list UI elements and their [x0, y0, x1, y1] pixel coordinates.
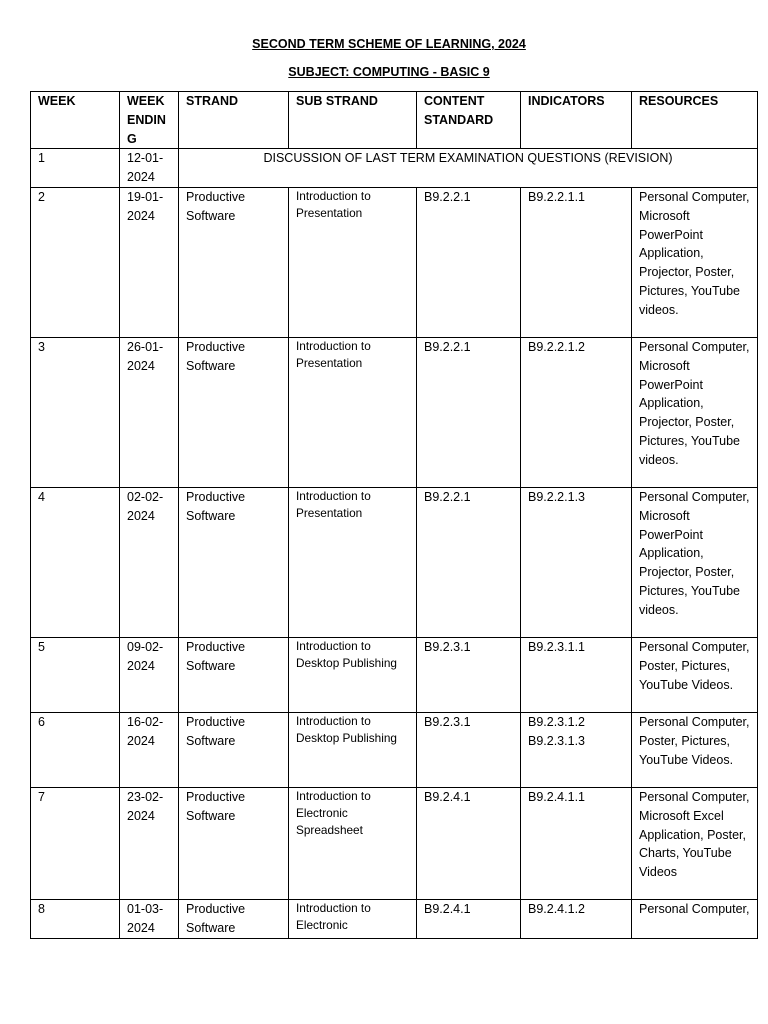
week-number: 5 [31, 637, 120, 712]
indicators-cell: B9.2.2.1.1 [521, 187, 632, 337]
week-ending-date: 23-02-2024 [120, 787, 179, 899]
resources-cell: Personal Computer, [632, 899, 758, 938]
indicators-cell: B9.2.3.1.1 [521, 637, 632, 712]
header-week-ending: WEEK ENDIN G [120, 92, 179, 149]
content-standard-cell: B9.2.3.1 [417, 712, 521, 787]
table-row [31, 712, 758, 787]
document-title: SECOND TERM SCHEME OF LEARNING, 2024 [252, 37, 526, 51]
header-resources: RESOURCES [632, 92, 758, 149]
week-ending-date: 01-03-2024 [120, 899, 179, 938]
indicators-cell: B9.2.4.1.1 [521, 787, 632, 899]
sub-strand-cell: Introduction to Presentation [289, 487, 417, 637]
header-row [31, 92, 758, 149]
strand-cell: Productive Software [179, 487, 289, 637]
week-number: 1 [31, 149, 120, 188]
content-standard-cell: B9.2.3.1 [417, 637, 521, 712]
resources-cell: Personal Computer, Microsoft PowerPoint Application, Projector, Poster, Pictures, YouTube videos. [632, 187, 758, 337]
resources-cell: Personal Computer, Poster, Pictures, YouTube Videos. [632, 637, 758, 712]
resources-cell: Personal Computer, Microsoft Excel Application, Poster, Charts, YouTube Videos [632, 787, 758, 899]
content-standard-cell: B9.2.4.1 [417, 899, 521, 938]
week-ending-date: 19-01-2024 [120, 187, 179, 337]
header-week: WEEK [31, 92, 120, 149]
week-number: 8 [31, 899, 120, 938]
week-number: 2 [31, 187, 120, 337]
table-row [31, 487, 758, 637]
content-standard-cell: B9.2.4.1 [417, 787, 521, 899]
header-strand: STRAND [179, 92, 289, 149]
sub-strand-cell: Introduction to Desktop Publishing [289, 637, 417, 712]
strand-cell: Productive Software [179, 637, 289, 712]
sub-strand-cell: Introduction to Presentation [289, 337, 417, 487]
week-ending-date: 02-02-2024 [120, 487, 179, 637]
content-standard-cell: B9.2.2.1 [417, 337, 521, 487]
sub-strand-cell: Introduction to Desktop Publishing [289, 712, 417, 787]
sub-strand-cell: Introduction to Electronic Spreadsheet [289, 787, 417, 899]
strand-cell: Productive Software [179, 787, 289, 899]
week-ending-date: 16-02-2024 [120, 712, 179, 787]
indicators-cell: B9.2.2.1.3 [521, 487, 632, 637]
table-row [31, 337, 758, 487]
table-row [31, 899, 758, 938]
week-number: 3 [31, 337, 120, 487]
resources-cell: Personal Computer, Microsoft PowerPoint Application, Projector, Poster, Pictures, YouTube videos. [632, 337, 758, 487]
table-row [31, 187, 758, 337]
resources-cell: Personal Computer, Poster, Pictures, YouTube Videos. [632, 712, 758, 787]
table-row [31, 787, 758, 899]
header-content-standard: CONTENT STANDARD [417, 92, 521, 149]
week-number: 4 [31, 487, 120, 637]
week-ending-date: 09-02-2024 [120, 637, 179, 712]
week-number: 7 [31, 787, 120, 899]
week-number: 6 [31, 712, 120, 787]
content-standard-cell: B9.2.2.1 [417, 487, 521, 637]
strand-cell: Productive Software [179, 187, 289, 337]
indicators-cell: B9.2.2.1.2 [521, 337, 632, 487]
indicators-cell: B9.2.3.1.2 B9.2.3.1.3 [521, 712, 632, 787]
week-ending-date: 12-01-2024 [120, 149, 179, 188]
revision-note: DISCUSSION OF LAST TERM EXAMINATION QUESTIONS (REVISION) [179, 149, 758, 188]
strand-cell: Productive Software [179, 899, 289, 938]
sub-strand-cell: Introduction to Presentation [289, 187, 417, 337]
table-row [31, 637, 758, 712]
indicators-cell: B9.2.4.1.2 [521, 899, 632, 938]
resources-cell: Personal Computer, Microsoft PowerPoint Application, Projector, Poster, Pictures, YouTube videos. [632, 487, 758, 637]
subject-title: SUBJECT: COMPUTING - BASIC 9 [288, 65, 490, 79]
header-indicators: INDICATORS [521, 92, 632, 149]
header-sub-strand: SUB STRAND [289, 92, 417, 149]
week-ending-date: 26-01-2024 [120, 337, 179, 487]
strand-cell: Productive Software [179, 712, 289, 787]
content-standard-cell: B9.2.2.1 [417, 187, 521, 337]
scheme-of-learning-table [30, 91, 758, 939]
strand-cell: Productive Software [179, 337, 289, 487]
revision-row [31, 149, 758, 188]
sub-strand-cell: Introduction to Electronic [289, 899, 417, 938]
